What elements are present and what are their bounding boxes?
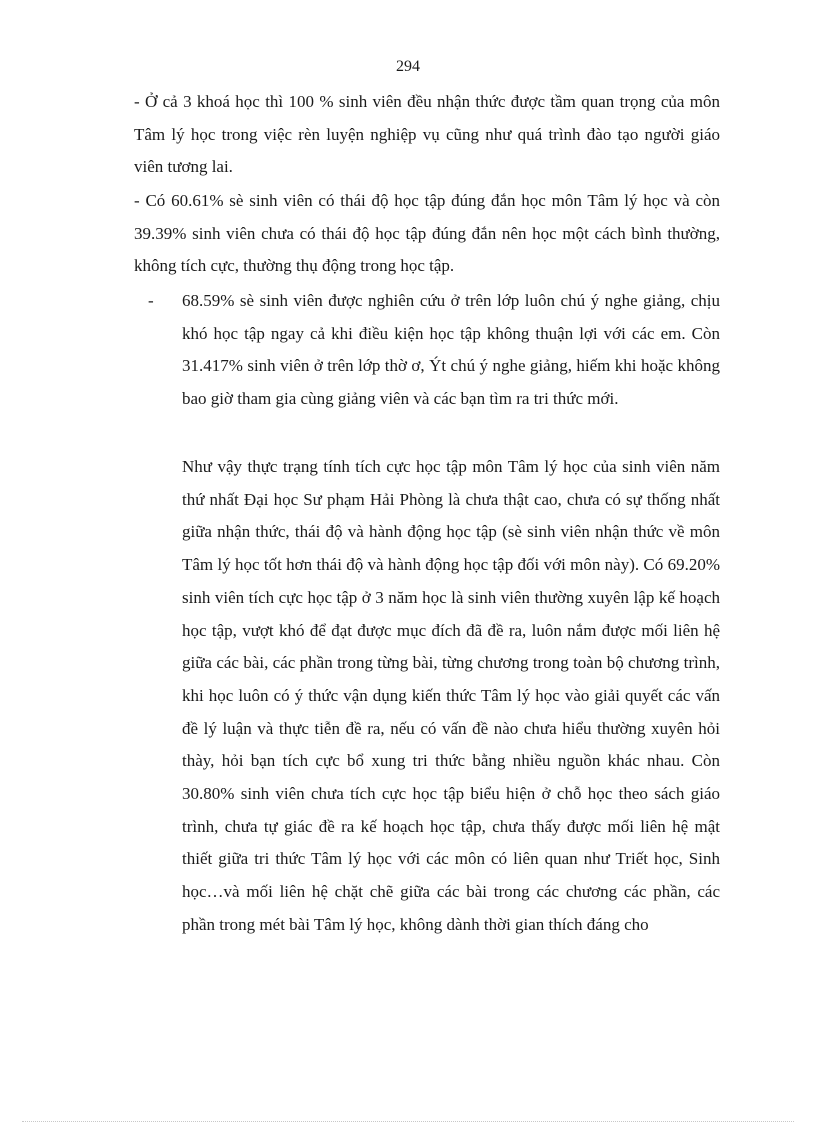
page-bottom-divider (22, 1121, 794, 1122)
paragraph-awareness: - Ở cả 3 khoá học thì 100 % sinh viên đều nhận thức được tầm quan trọng của môn Tâm lý học trong việc rèn luyện nghiệp vụ cũng như quá trình đào tạo người giáo viên tương lai. (134, 92, 720, 177)
paragraph-conclusion: Như vậy thực trạng tính tích cực học tập môn Tâm lý học của sinh viên năm thứ nhất Đại học Sư phạm Hải Phòng là chưa thật cao, chưa có sự thống nhất giữa nhận thức, thái độ và hành động học tập (sè sinh viên nhận thức về môn Tâm lý học tốt hơn thái độ và hành động học tập đối với môn này). Có 69.20% sinh viên tích cực học tập ở 3 năm học là sinh viên thường xuyên lập kế hoạch học tập, vượt khó để đạt được mục đích đã đề ra, luôn nắm được mối liên hệ giữa các bài, các phần trong từng bài, từng chương trong toàn bộ chương trình, khi học luôn có ý thức vận dụng kiến thức Tâm lý học vào giải quyết các vấn đề lý luận và thực tiễn đề ra, nếu có vấn đề nào chưa hiểu thường xuyên hỏi thày, hỏi bạn tích cực bổ xung tri thức bằng nhiều nguồn khác nhau. Còn 30.80% sinh viên chưa tích cực học tập biểu hiện ở chỗ học theo sách giáo trình, chưa tự giác đề ra kế hoạch học tập, chưa thấy được mối liên hệ mật thiết giữa tri thức Tâm lý học với các môn có liên quan như Triết học, Sinh học…và mối liên hệ chặt chẽ giữa các bài trong các chương các phần, các phần trong mét bài Tâm lý học, không dành thời gian thích đáng cho (182, 457, 720, 934)
paragraph-attitude: - Có 60.61% sè sinh viên có thái độ học tập đúng đắn học môn Tâm lý học và còn 39.39% sinh viên chưa có thái độ học tập đúng đắn nên học một cách bình thường, không tích cực, thường thụ động trong học tập. (134, 191, 720, 276)
bullet-attention: 68.59% sè sinh viên được nghiên cứu ở trên lớp luôn chú ý nghe giảng, chịu khó học tập ngay cả khi điều kiện học tập không thuận lợi với các em. Còn 31.417% sinh viên ở trên lớp thờ ơ, Ýt chú ý nghe giảng, hiếm khi hoặc không bao giờ tham gia cùng giảng viên và các bạn tìm ra tri thức mới. (182, 291, 720, 409)
page-number: 294 (396, 58, 420, 75)
bullet-marker: - (148, 291, 154, 310)
